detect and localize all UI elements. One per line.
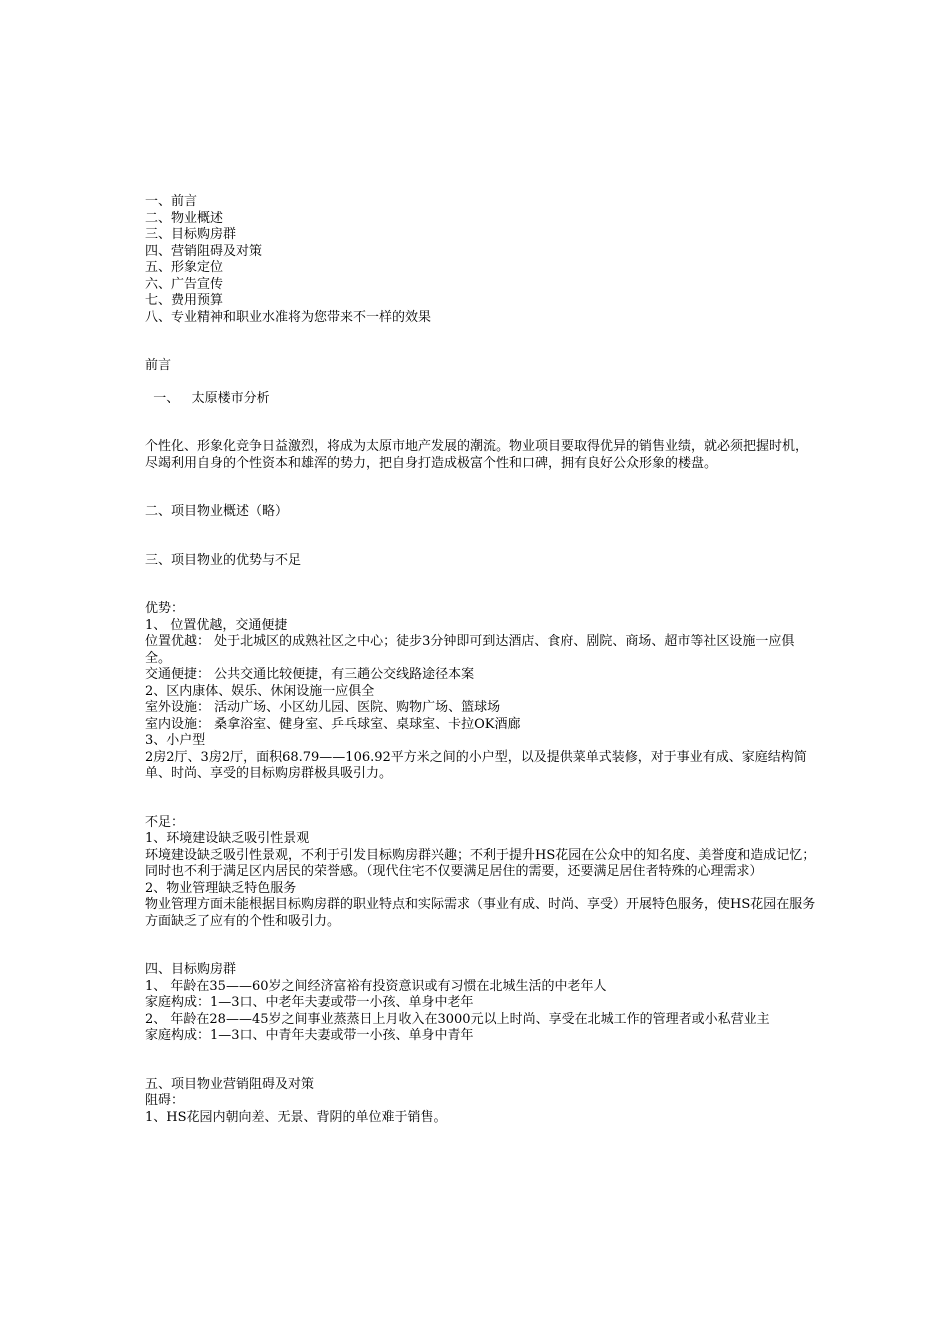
shortcoming-line: 2、物业管理缺乏特色服务 [145, 880, 297, 896]
obstacle-line: 1、HS花园内朝向差、无景、背阴的单位难于销售。 [145, 1109, 447, 1125]
toc-item: 八、专业精神和职业水准将为您带来不一样的效果 [145, 309, 432, 325]
advantage-line: 室外设施： 活动广场、小区幼儿园、医院、购物广场、篮球场 [145, 700, 501, 715]
document-page [145, 194, 817, 1126]
section5-heading: 五、项目物业营销阻碍及对策 [145, 1076, 315, 1092]
shortcomings-title: 不足： [145, 814, 185, 830]
advantage-line: 室内设施： 桑拿浴室、健身室、乒乓球室、桌球室、卡拉OK酒廊 [145, 716, 521, 732]
toc-item: 五、形象定位 [145, 260, 224, 275]
shortcoming-line: 1、环境建设缺乏吸引性景观 [145, 831, 310, 846]
target-group-line: 1、 年龄在35——60岁之间经济富裕有投资意识或有习惯在北城生活的中老年人 [145, 978, 607, 994]
advantage-line: 位置优越： 处于北城区的成熟社区之中心；徒步3分钟即可到达酒店、食府、剧院、商场、超市等社区设施一应俱全。 [145, 634, 795, 666]
advantage-line: 2房2厅、3房2厅，面积68.79——106.92平方米之间的小户型，以及提供菜单式装修，对于事业有成、家庭结构简单、时尚、享受的目标购房群极具吸引力。 [145, 749, 807, 781]
advantage-line: 3、小户型 [145, 733, 206, 748]
target-group-line: 2、 年龄在28——45岁之间事业蒸蒸日上月收入在3000元以上时尚、享受在北城工作的管理者或小私营业主 [145, 1011, 770, 1027]
section2-heading: 二、项目物业概述（略） [145, 504, 289, 519]
advantage-line: 2、区内康体、娱乐、休闲设施一应俱全 [145, 683, 375, 699]
advantage-line: 1、 位置优越，交通便捷 [145, 617, 288, 633]
shortcoming-line: 环境建设缺乏吸引性景观，不利于引发目标购房群兴趣；不利于提升HS花园在公众中的知名度、美誉度和造成记忆；同时也不利于满足区内居民的荣誉感。（现代住宅不仅要满足居住的需要，还要满足居住者特殊的心理需求） [145, 847, 816, 879]
section4-heading: 四、目标购房群 [145, 962, 237, 977]
toc-item: 三、目标购房群 [145, 227, 237, 242]
shortcoming-line: 物业管理方面未能根据目标购房群的职业特点和实际需求（事业有成、时尚、享受）开展特色服务，使HS花园在服务方面缺乏了应有的个性和吸引力。 [145, 897, 816, 929]
target-group-line: 家庭构成：1—3口、中青年夫妻或带一小孩、单身中青年 [145, 1028, 474, 1043]
toc-item: 二、物业概述 [145, 210, 224, 226]
advantage-line: 交通便捷： 公共交通比较便捷，有三趟公交线路途径本案 [145, 667, 475, 682]
target-group-line: 家庭构成：1—3口、中老年夫妻或带一小孩、单身中老年 [145, 995, 474, 1010]
section3-heading: 三、项目物业的优势与不足 [145, 552, 302, 568]
preface-subheading: 一、 太原楼市分析 [145, 390, 270, 406]
toc-item: 六、广告宣传 [145, 276, 224, 292]
preface-paragraph: 个性化、形象化竞争日益激烈，将成为太原市地产发展的潮流。物业项目要取得优异的销售业绩，就必须把握时机，尽竭利用自身的个性资本和雄浑的势力，把自身打造成极富个性和口碑，拥有良好公众形象的楼盘。 [145, 439, 809, 471]
toc-item: 一、前言 [145, 194, 198, 209]
preface-heading: 前言 [145, 358, 172, 373]
toc-item: 七、费用预算 [145, 293, 224, 308]
table-of-contents [145, 194, 817, 326]
obstacles-title: 阻碍： [145, 1093, 185, 1108]
toc-item: 四、营销阻碍及对策 [145, 243, 263, 259]
advantages-title: 优势： [145, 601, 185, 616]
